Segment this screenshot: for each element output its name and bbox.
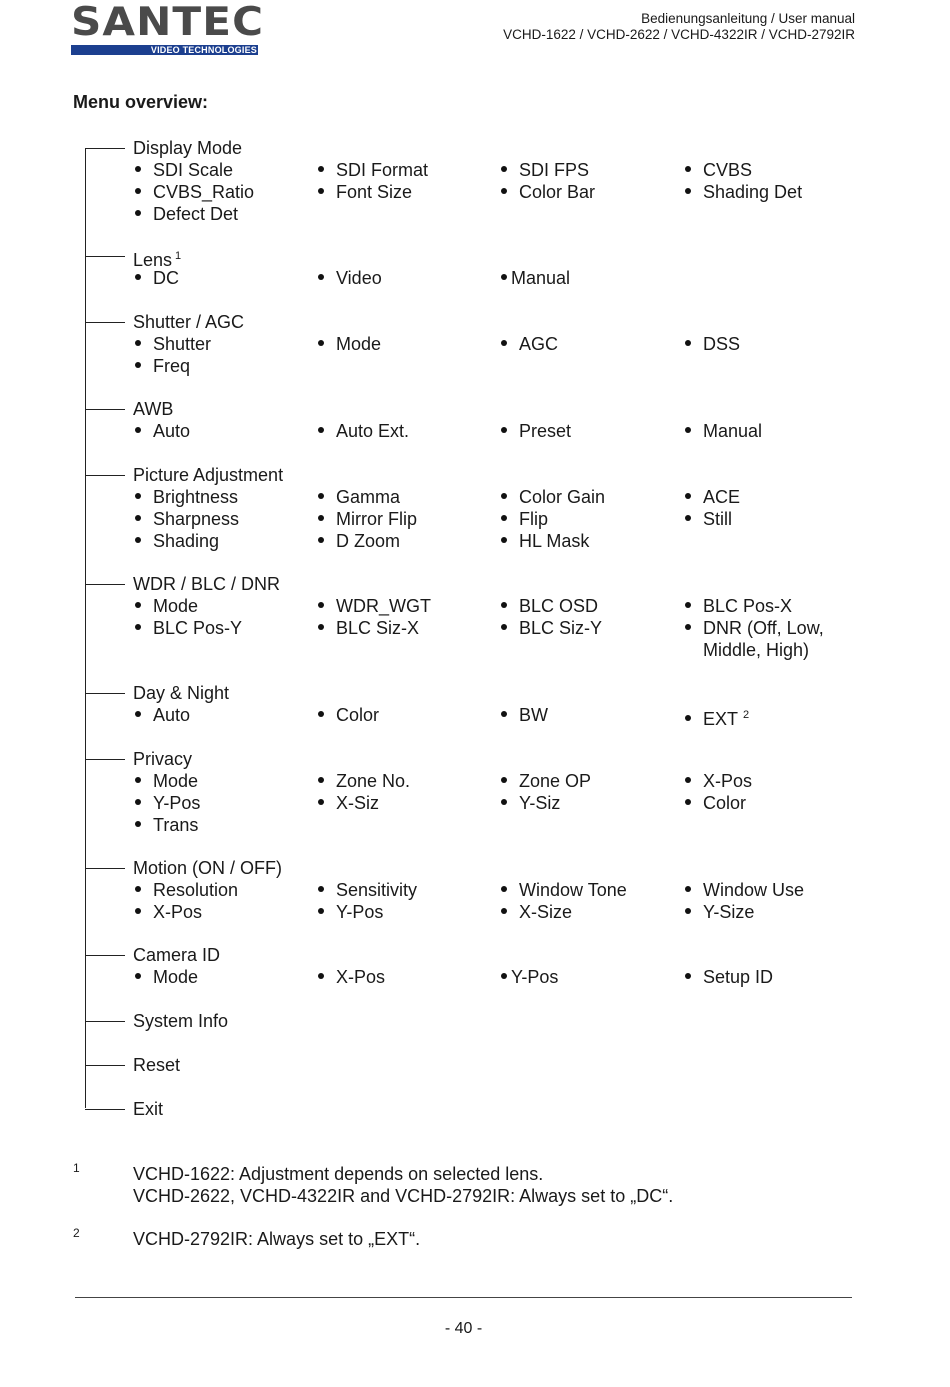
menu-tree-line — [85, 148, 86, 1108]
bullet-icon — [501, 711, 507, 717]
bullet-icon — [135, 166, 141, 172]
menu-item — [685, 704, 749, 730]
bullet-icon — [318, 515, 324, 521]
menu-item-label: Shading Det — [703, 182, 803, 202]
menu-item — [685, 508, 732, 530]
menu-item-label: Manual — [703, 421, 763, 441]
bullet-icon — [685, 602, 691, 608]
menu-item — [135, 333, 211, 355]
bullet-icon — [135, 427, 141, 433]
bullet-icon — [685, 166, 691, 172]
menu-group-title — [133, 464, 283, 486]
menu-item-label: Auto — [153, 705, 191, 725]
menu-item — [501, 530, 589, 552]
page-number: - 40 - — [444, 1320, 483, 1337]
menu-item-label: Setup ID — [703, 967, 774, 987]
bullet-icon — [685, 973, 691, 979]
bullet-icon — [318, 624, 324, 630]
document-header — [503, 11, 855, 43]
menu-item — [501, 420, 571, 442]
tree-branch — [85, 1021, 125, 1022]
menu-item-label: DSS — [703, 334, 741, 354]
bullet-icon — [135, 537, 141, 543]
menu-item — [501, 770, 591, 792]
bullet-icon — [135, 340, 141, 346]
doc-type: Bedienungsanleitung / User manual — [641, 11, 855, 26]
menu-item — [501, 966, 558, 988]
bullet-icon — [135, 821, 141, 827]
bullet-icon — [135, 799, 141, 805]
menu-item-label: CVBS — [703, 160, 753, 180]
bullet-icon — [501, 624, 507, 630]
menu-group-title — [133, 682, 229, 704]
menu-item-label: Freq — [153, 356, 191, 376]
menu-item-label: Zone OP — [519, 771, 592, 791]
menu-item-label: Auto — [153, 421, 191, 441]
bullet-icon — [501, 427, 507, 433]
menu-item — [318, 966, 385, 988]
bullet-icon — [318, 493, 324, 499]
menu-item-label: SDI Format — [336, 160, 429, 180]
menu-item-label: ACE — [703, 487, 741, 507]
menu-item — [135, 617, 242, 639]
menu-item — [703, 639, 809, 661]
menu-item — [501, 181, 595, 203]
menu-item — [685, 595, 792, 617]
menu-item-label: Window Use — [703, 880, 805, 900]
menu-item-label: Mode — [153, 967, 199, 987]
menu-item — [685, 792, 746, 814]
bullet-icon — [685, 624, 691, 630]
menu-group-title — [133, 573, 280, 595]
menu-item-label: Y-Pos — [511, 967, 559, 987]
bullet-icon — [318, 274, 324, 280]
menu-item — [135, 770, 198, 792]
bullet-icon — [318, 711, 324, 717]
menu-item — [318, 617, 419, 639]
menu-item — [135, 595, 198, 617]
menu-item — [135, 901, 202, 923]
menu-group-title — [133, 398, 173, 420]
menu-group-label: Exit — [133, 1099, 164, 1119]
menu-item-label: Auto Ext. — [336, 421, 410, 441]
menu-item-label: Defect Det — [153, 204, 239, 224]
menu-item-label: AGC — [519, 334, 559, 354]
logo-tagline: VIDEO TECHNOLOGIES — [71, 45, 258, 55]
bullet-icon — [685, 340, 691, 346]
menu-item-label: Y-Size — [703, 902, 755, 922]
menu-item — [501, 901, 572, 923]
menu-item-label: CVBS_Ratio — [153, 182, 255, 202]
menu-item-label: Window Tone — [519, 880, 627, 900]
menu-item — [501, 486, 605, 508]
menu-item-label: DNR (Off, Low, — [703, 618, 824, 638]
tree-branch — [85, 256, 125, 257]
menu-item — [135, 355, 190, 377]
menu-item-label: BLC Pos-X — [703, 596, 793, 616]
bullet-icon — [685, 886, 691, 892]
menu-item-label: X-Siz — [336, 793, 380, 813]
bullet-icon — [318, 427, 324, 433]
bullet-icon — [318, 799, 324, 805]
menu-item — [135, 704, 190, 726]
menu-item-label: Color Bar — [519, 182, 596, 202]
bullet-icon — [685, 515, 691, 521]
menu-item-label: WDR_WGT — [336, 596, 431, 616]
menu-item — [318, 792, 379, 814]
footnote-ref: 2 — [743, 709, 750, 721]
bullet-icon — [318, 537, 324, 543]
menu-group-label: Display Mode — [133, 138, 243, 158]
bullet-icon — [135, 711, 141, 717]
bullet-icon — [501, 188, 507, 194]
menu-item-label: Trans — [153, 815, 199, 835]
menu-item — [318, 879, 417, 901]
menu-item — [135, 181, 254, 203]
menu-item-label: BW — [519, 705, 548, 725]
menu-item — [501, 704, 548, 726]
bullet-icon — [318, 908, 324, 914]
footnote-ref: 1 — [175, 250, 182, 262]
menu-item-label: DC — [153, 268, 179, 288]
bullet-icon — [135, 515, 141, 521]
tree-branch — [85, 322, 125, 323]
footnote-mark: 2 — [73, 1226, 80, 1240]
menu-item-label: EXT — [703, 709, 739, 729]
menu-item — [135, 814, 198, 836]
logo-wordmark: SANTEC — [71, 0, 265, 45]
menu-item — [135, 267, 179, 289]
menu-group-title — [133, 311, 244, 333]
menu-item — [318, 333, 381, 355]
tree-branch — [85, 584, 125, 585]
menu-item — [685, 901, 754, 923]
bullet-icon — [135, 210, 141, 216]
menu-item — [318, 420, 409, 442]
menu-item — [685, 486, 740, 508]
menu-group-title — [133, 748, 192, 770]
menu-item — [318, 267, 382, 289]
bullet-icon — [501, 166, 507, 172]
bullet-icon — [685, 427, 691, 433]
menu-group-title — [133, 137, 242, 159]
menu-item-label: BLC Siz-X — [336, 618, 420, 638]
menu-item-label: Mirror Flip — [336, 509, 417, 529]
menu-item-label: Zone No. — [336, 771, 411, 791]
menu-item-label: Y-Pos — [153, 793, 201, 813]
menu-item — [685, 879, 804, 901]
menu-item — [135, 879, 238, 901]
footnote-text — [133, 1163, 673, 1207]
menu-item — [501, 267, 570, 289]
tree-branch — [85, 1065, 125, 1066]
bullet-icon — [135, 362, 141, 368]
menu-group-title — [133, 1010, 228, 1032]
bullet-icon — [135, 973, 141, 979]
menu-item — [501, 508, 548, 530]
menu-item — [318, 901, 383, 923]
menu-item — [685, 420, 762, 442]
menu-item-label: Video — [336, 268, 382, 288]
menu-group-label: Privacy — [133, 749, 193, 769]
tree-branch — [85, 868, 125, 869]
menu-group-label: Picture Adjustment — [133, 465, 284, 485]
menu-group-title — [133, 1054, 180, 1076]
menu-item-label: Flip — [519, 509, 549, 529]
menu-item — [318, 530, 400, 552]
menu-item-label: Color — [336, 705, 380, 725]
bullet-icon — [685, 799, 691, 805]
menu-item — [318, 595, 431, 617]
menu-item — [685, 333, 740, 355]
menu-item-label: Font Size — [336, 182, 413, 202]
menu-item — [501, 617, 602, 639]
menu-item — [135, 530, 219, 552]
menu-item — [685, 181, 802, 203]
bullet-icon — [685, 715, 691, 721]
page-title: Menu overview: — [73, 92, 209, 112]
tree-branch — [85, 409, 125, 410]
menu-item-label: Color — [703, 793, 747, 813]
menu-item-label: BLC OSD — [519, 596, 599, 616]
menu-group-label: Lens — [133, 250, 173, 270]
tree-branch — [85, 693, 125, 694]
menu-group-label: Shutter / AGC — [133, 312, 245, 332]
menu-item-label: Manual — [511, 268, 571, 288]
menu-item — [501, 879, 627, 901]
menu-item — [135, 966, 198, 988]
tree-branch — [85, 1109, 125, 1110]
menu-item — [135, 792, 200, 814]
menu-item-label: X-Pos — [703, 771, 753, 791]
footnote-text — [133, 1228, 420, 1250]
menu-item — [685, 966, 773, 988]
bullet-icon — [135, 886, 141, 892]
bullet-icon — [135, 908, 141, 914]
menu-item — [318, 770, 410, 792]
menu-item-label: Shading — [153, 531, 220, 551]
bullet-icon — [501, 777, 507, 783]
menu-group-label: WDR / BLC / DNR — [133, 574, 281, 594]
menu-item — [501, 159, 589, 181]
menu-item — [501, 333, 558, 355]
bullet-icon — [501, 908, 507, 914]
menu-item-label: Sensitivity — [336, 880, 418, 900]
bullet-icon — [135, 274, 141, 280]
bullet-icon — [318, 188, 324, 194]
menu-item-label: SDI FPS — [519, 160, 590, 180]
menu-item-label: SDI Scale — [153, 160, 234, 180]
bullet-icon — [685, 493, 691, 499]
model-list: VCHD-1622 / VCHD-2622 / VCHD-4322IR / VCHD-2792IR — [503, 27, 855, 42]
menu-group-title — [133, 857, 282, 879]
menu-item-label: Y-Pos — [336, 902, 384, 922]
menu-item-label: Still — [703, 509, 733, 529]
santec-logo — [71, 0, 265, 55]
bullet-icon — [135, 624, 141, 630]
menu-item — [135, 159, 233, 181]
menu-item — [685, 617, 824, 639]
menu-group-label: Camera ID — [133, 945, 221, 965]
footnote-line: VCHD-2622, VCHD-4322IR and VCHD-2792IR: Always set to „DC“. — [133, 1186, 674, 1206]
menu-group-label: AWB — [133, 399, 174, 419]
bullet-icon — [501, 799, 507, 805]
menu-group-title — [133, 1098, 163, 1120]
footnote-mark: 1 — [73, 1161, 80, 1175]
tree-branch — [85, 759, 125, 760]
bullet-icon — [501, 602, 507, 608]
bullet-icon — [501, 886, 507, 892]
menu-item — [318, 508, 417, 530]
menu-item — [501, 595, 598, 617]
menu-item-label: Shutter — [153, 334, 212, 354]
menu-item-label: Middle, High) — [703, 640, 810, 660]
bullet-icon — [501, 973, 507, 979]
bullet-icon — [685, 908, 691, 914]
menu-item-label: Resolution — [153, 880, 239, 900]
menu-item-label: X-Pos — [336, 967, 386, 987]
menu-item-label: X-Pos — [153, 902, 203, 922]
menu-item — [685, 159, 752, 181]
menu-group-title — [133, 944, 220, 966]
menu-item-label: Y-Siz — [519, 793, 561, 813]
bullet-icon — [685, 777, 691, 783]
menu-item-label: HL Mask — [519, 531, 590, 551]
bullet-icon — [135, 188, 141, 194]
menu-item — [135, 420, 190, 442]
bullet-icon — [501, 537, 507, 543]
menu-item-label: X-Size — [519, 902, 573, 922]
menu-item — [135, 203, 238, 225]
footer-divider — [75, 1297, 852, 1298]
menu-item — [318, 704, 379, 726]
bullet-icon — [501, 340, 507, 346]
menu-item-label: Gamma — [336, 487, 401, 507]
menu-item — [135, 508, 239, 530]
tree-branch — [85, 148, 125, 149]
tree-branch — [85, 955, 125, 956]
menu-item-label: Color Gain — [519, 487, 606, 507]
bullet-icon — [318, 602, 324, 608]
menu-item — [135, 486, 238, 508]
menu-group-label: Day & Night — [133, 683, 230, 703]
menu-item-label: Mode — [153, 596, 199, 616]
menu-group-label: System Info — [133, 1011, 229, 1031]
bullet-icon — [135, 493, 141, 499]
bullet-icon — [135, 777, 141, 783]
menu-item-label: Mode — [336, 334, 382, 354]
bullet-icon — [501, 274, 507, 280]
menu-group-label: Reset — [133, 1055, 181, 1075]
menu-item-label: BLC Pos-Y — [153, 618, 243, 638]
tree-branch — [85, 475, 125, 476]
menu-item-label: Preset — [519, 421, 572, 441]
menu-group-label: Motion (ON / OFF) — [133, 858, 283, 878]
menu-item-label: D Zoom — [336, 531, 401, 551]
bullet-icon — [501, 515, 507, 521]
menu-item — [318, 159, 428, 181]
bullet-icon — [318, 886, 324, 892]
menu-item-label: Mode — [153, 771, 199, 791]
menu-item — [685, 770, 752, 792]
bullet-icon — [685, 188, 691, 194]
menu-item — [501, 792, 560, 814]
bullet-icon — [501, 493, 507, 499]
menu-item — [318, 486, 400, 508]
footnote-line: VCHD-2792IR: Always set to „EXT“. — [133, 1229, 421, 1249]
bullet-icon — [318, 973, 324, 979]
footnote-line: VCHD-1622: Adjustment depends on selected lens. — [133, 1164, 544, 1184]
bullet-icon — [318, 340, 324, 346]
menu-item-label: Sharpness — [153, 509, 240, 529]
bullet-icon — [135, 602, 141, 608]
menu-item-label: BLC Siz-Y — [519, 618, 603, 638]
bullet-icon — [318, 166, 324, 172]
menu-item-label: Brightness — [153, 487, 239, 507]
bullet-icon — [318, 777, 324, 783]
menu-item — [318, 181, 412, 203]
